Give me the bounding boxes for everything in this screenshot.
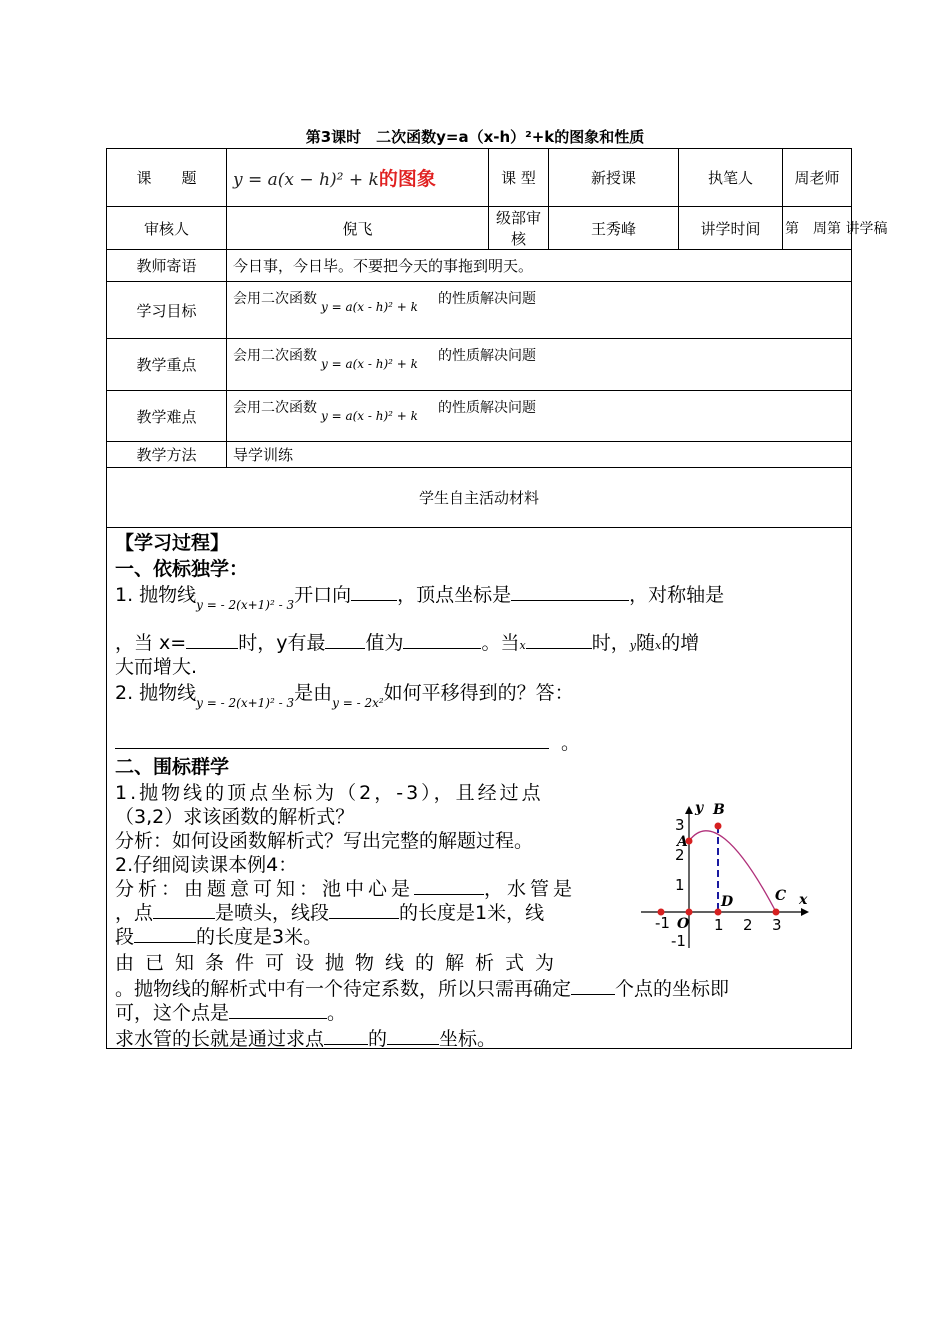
subject-suffix: 的图象 bbox=[378, 168, 436, 190]
point-origin bbox=[686, 909, 693, 916]
author-label: 执笔人 bbox=[679, 149, 783, 207]
y-axis-label: y bbox=[695, 800, 704, 816]
group-q2-line3: ，点 是喷头，线段 的长度是1米，线 bbox=[115, 902, 545, 924]
blank[interactable] bbox=[403, 630, 481, 649]
question-1-line2: ，当 x= 时，y有最 值为 。当x 时，y随x的增 bbox=[115, 632, 700, 654]
key-pre: 会用二次函数 bbox=[233, 348, 317, 364]
y-tick-neg1: -1 bbox=[671, 932, 686, 950]
q2-formula-2: y = - 2x² bbox=[332, 696, 384, 710]
goal-formula: y = a(x - h)² + k bbox=[321, 300, 418, 314]
group-q2-line8: 求水管的长就是通过求点 的 坐标。 bbox=[115, 1028, 497, 1050]
blank[interactable] bbox=[571, 976, 615, 995]
reviewer-label: 审核人 bbox=[107, 207, 227, 250]
section1-heading: 一、依标独学： bbox=[115, 558, 249, 580]
x-tick-neg1: -1 bbox=[655, 914, 670, 932]
blank[interactable] bbox=[153, 900, 215, 919]
x-axis-label: x bbox=[799, 892, 808, 908]
reviewer-value: 倪飞 bbox=[227, 207, 489, 250]
row-label-goal: 学习目标 bbox=[107, 282, 227, 339]
key-post: 的性质解决问题 bbox=[438, 348, 536, 364]
blank[interactable] bbox=[325, 630, 365, 649]
author-value: 周老师 bbox=[783, 149, 852, 207]
group-q2-line7: 可，这个点是 。 bbox=[115, 1002, 347, 1024]
answer-blank[interactable] bbox=[115, 730, 549, 749]
question-2-line1: 2. 抛物线$_{y = - 2(x+1)^2 - 3}$是由$_{y = - 2x^2}$如何平移得到的？答： bbox=[115, 682, 574, 710]
point-d-label: D bbox=[721, 894, 734, 910]
goal-post: 的性质解决问题 bbox=[438, 291, 536, 307]
blank[interactable] bbox=[526, 630, 592, 649]
subject-formula: y = a(x − h)² + k bbox=[233, 170, 379, 190]
group-q2-line2: 分析：由题意可知：池中心是 ，水管是 bbox=[115, 878, 577, 900]
y-tick-1: 1 bbox=[675, 876, 685, 894]
point-c bbox=[773, 909, 780, 916]
subject-formula-cell bbox=[227, 149, 489, 207]
blank[interactable] bbox=[134, 924, 196, 943]
time-value: 第 周第 讲学稿 bbox=[783, 207, 852, 250]
x-tick-2: 2 bbox=[743, 916, 753, 934]
group-q2-line5: 由已知条件可设抛物线的解析式为 bbox=[115, 952, 566, 974]
blank[interactable] bbox=[329, 900, 399, 919]
blank[interactable] bbox=[414, 876, 484, 895]
key-content bbox=[233, 339, 845, 390]
origin-label: O bbox=[677, 916, 690, 932]
question-2-answer: 。 bbox=[115, 728, 580, 755]
difficulty-pre: 会用二次函数 bbox=[233, 400, 317, 416]
point-a-label: A bbox=[677, 834, 688, 850]
difficulty-formula: y = a(x - h)² + k bbox=[321, 409, 418, 423]
learning-process bbox=[107, 528, 851, 1048]
row-label-motto: 教师寄语 bbox=[107, 250, 227, 282]
parabola-graph bbox=[641, 798, 821, 958]
grade-review-value: 王秀峰 bbox=[549, 207, 679, 250]
q1-formula: y = - 2(x+1)² - 3 bbox=[196, 598, 295, 612]
question-1-line3: 大而增大. bbox=[115, 656, 198, 678]
point-c-label: C bbox=[775, 888, 787, 904]
row-label-key: 教学重点 bbox=[107, 339, 227, 391]
row-label-difficulty: 教学难点 bbox=[107, 391, 227, 442]
group-q2-line1: 2.仔细阅读课本例4： bbox=[115, 854, 298, 876]
group-q1-line1: 1.抛物线的顶点坐标为（2，-3），且经过点 bbox=[115, 782, 544, 804]
group-q1-line2: （3,2）求该函数的解析式？ bbox=[115, 806, 355, 828]
process-heading: 【学习过程】 bbox=[115, 532, 230, 554]
type-value: 新授课 bbox=[549, 149, 679, 207]
key-formula: y = a(x - h)² + k bbox=[321, 357, 418, 371]
difficulty-content bbox=[233, 391, 845, 441]
q2-formula-1: y = - 2(x+1)² - 3 bbox=[196, 696, 295, 710]
blank[interactable] bbox=[387, 1026, 439, 1045]
time-label: 讲学时间 bbox=[679, 207, 783, 250]
blank[interactable] bbox=[511, 582, 629, 601]
group-q2-line6: 。抛物线的解析式中有一个待定系数，所以只需再确定 个点的坐标即 bbox=[115, 978, 730, 1000]
group-analysis: 分析：如何设函数解析式？写出完整的解题过程。 bbox=[115, 830, 534, 852]
type-label: 课 型 bbox=[489, 149, 549, 207]
blank[interactable] bbox=[351, 582, 397, 601]
row-text-method: 导学训练 bbox=[227, 442, 852, 468]
subject-label: 课 题 bbox=[107, 149, 227, 207]
y-tick-2: 2 bbox=[675, 846, 685, 864]
x-tick-3: 3 bbox=[772, 916, 782, 934]
blank[interactable] bbox=[324, 1026, 368, 1045]
y-tick-3: 3 bbox=[675, 816, 685, 834]
page-title: 第3课时 二次函数y=a（x-h）²+k的图象和性质 bbox=[305, 128, 645, 146]
goal-pre: 会用二次函数 bbox=[233, 291, 317, 307]
goal-content bbox=[233, 282, 845, 338]
group-q2-line4: 段 的长度是3米。 bbox=[115, 926, 323, 948]
material-title: 学生自主活动材料 bbox=[107, 468, 852, 528]
y-axis-arrow bbox=[685, 806, 693, 814]
blank[interactable] bbox=[229, 1000, 327, 1019]
x-axis-arrow bbox=[801, 908, 809, 916]
point-b-label: B bbox=[713, 802, 725, 818]
difficulty-post: 的性质解决问题 bbox=[438, 400, 536, 416]
blank[interactable] bbox=[186, 630, 238, 649]
question-1-line1: 1. 抛物线$_{y = - 2(x+1)^2 - 3}$开口向 ，顶点坐标是 ，对称轴是 bbox=[115, 584, 725, 612]
x-tick-1: 1 bbox=[714, 916, 724, 934]
row-label-method: 教学方法 bbox=[107, 442, 227, 468]
row-text-motto: 今日事，今日毕。不要把今天的事拖到明天。 bbox=[227, 250, 852, 282]
grade-review-label: 级部审核 bbox=[489, 207, 549, 250]
point-b bbox=[715, 823, 722, 830]
lesson-table bbox=[106, 148, 888, 1050]
section2-heading: 二、围标群学 bbox=[115, 756, 230, 778]
